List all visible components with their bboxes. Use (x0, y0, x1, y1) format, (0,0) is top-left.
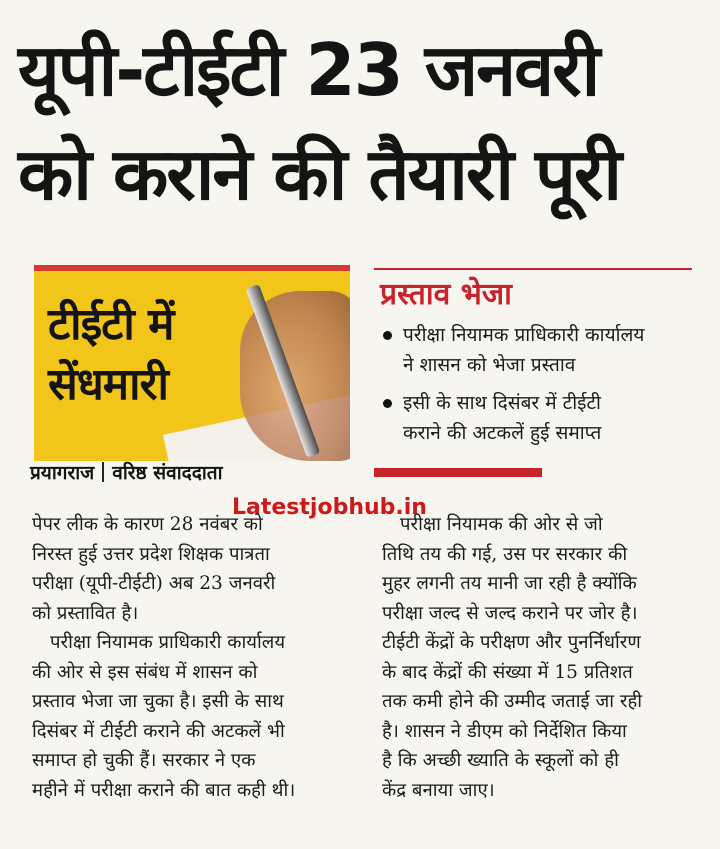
article-line: के बाद केंद्रों की संख्या में 15 प्रतिशत (382, 661, 633, 683)
proposal-rule (374, 268, 692, 270)
teaser-box (34, 265, 350, 461)
article-line: मुहर लगनी तय मानी जा रही है क्योंकि (382, 573, 637, 594)
headline-line-2: को कराने की तैयारी पूरी (18, 132, 621, 216)
byline-divider (102, 462, 104, 482)
article-line: महीने में परीक्षा कराने की बात कही थी। (32, 779, 296, 801)
proposal-bullets (383, 320, 708, 456)
byline (30, 459, 223, 485)
headline-line-1: यूपी-टीईटी 23 जनवरी (18, 28, 599, 112)
teaser-line-2: सेंधमारी (48, 359, 168, 410)
article-line: तिथि तय की गई, उस पर सरकार की (382, 543, 628, 565)
bullet-line: इसी के साथ दिसंबर में टीईटी (403, 392, 601, 414)
article-line: पेपर लीक के कारण 28 नवंबर को (32, 514, 263, 535)
teaser-title (48, 295, 173, 415)
article-line: परीक्षा (यूपी-टीईटी) अब 23 जनवरी (32, 573, 276, 594)
byline-place: प्रयागराज (30, 462, 95, 484)
bullet-item (383, 320, 708, 380)
headline (18, 18, 708, 226)
article-line: परीक्षा नियामक प्राधिकारी कार्यालय (50, 632, 286, 653)
article-line: तक कमी होने की उम्मीद जताई जा रही (382, 691, 643, 712)
article-line: टीईटी केंद्रों के परीक्षण और पुनर्निर्धारण (382, 632, 641, 653)
bullet-item (383, 388, 708, 448)
article-line: केंद्र बनाया जाए। (382, 779, 495, 801)
bullet-icon (383, 399, 392, 408)
article-line: प्रस्ताव भेजा जा चुका है। इसी के साथ (32, 691, 284, 712)
proposal-title: प्रस्ताव भेजा (380, 277, 512, 312)
bullet-line: परीक्षा नियामक प्राधिकारी कार्यालय (403, 324, 645, 346)
bullet-line: ने शासन को भेजा प्रस्ताव (403, 354, 576, 376)
bullet-line: कराने की अटकलें हुई समाप्त (403, 422, 602, 444)
article-line: परीक्षा जल्द से जल्द कराने पर जोर है। (382, 602, 638, 624)
article-line: समाप्त हो चुकी हैं। सरकार ने एक (32, 750, 256, 771)
article-column-right (382, 510, 712, 805)
red-accent-bar (374, 468, 542, 477)
article-line: परीक्षा नियामक की ओर से जो (400, 514, 603, 535)
article-line: है कि अच्छी ख्याति के स्कूलों को ही (382, 750, 619, 771)
article-line: को प्रस्तावित है। (32, 602, 139, 624)
bullet-icon (383, 331, 392, 340)
byline-author: वरिष्ठ संवाददाता (112, 462, 223, 484)
article-line: निरस्त हुई उत्तर प्रदेश शिक्षक पात्रता (32, 543, 270, 565)
teaser-line-1: टीईटी में (48, 299, 174, 350)
article-line: की ओर से इस संबंध में शासन को (32, 661, 258, 683)
watermark: Latestjobhub.in (232, 495, 427, 520)
article-line: है। शासन ने डीएम को निर्देशित किया (382, 720, 627, 742)
article-line: दिसंबर में टीईटी कराने की अटकलें भी (32, 720, 285, 742)
article-column-left (32, 510, 362, 805)
